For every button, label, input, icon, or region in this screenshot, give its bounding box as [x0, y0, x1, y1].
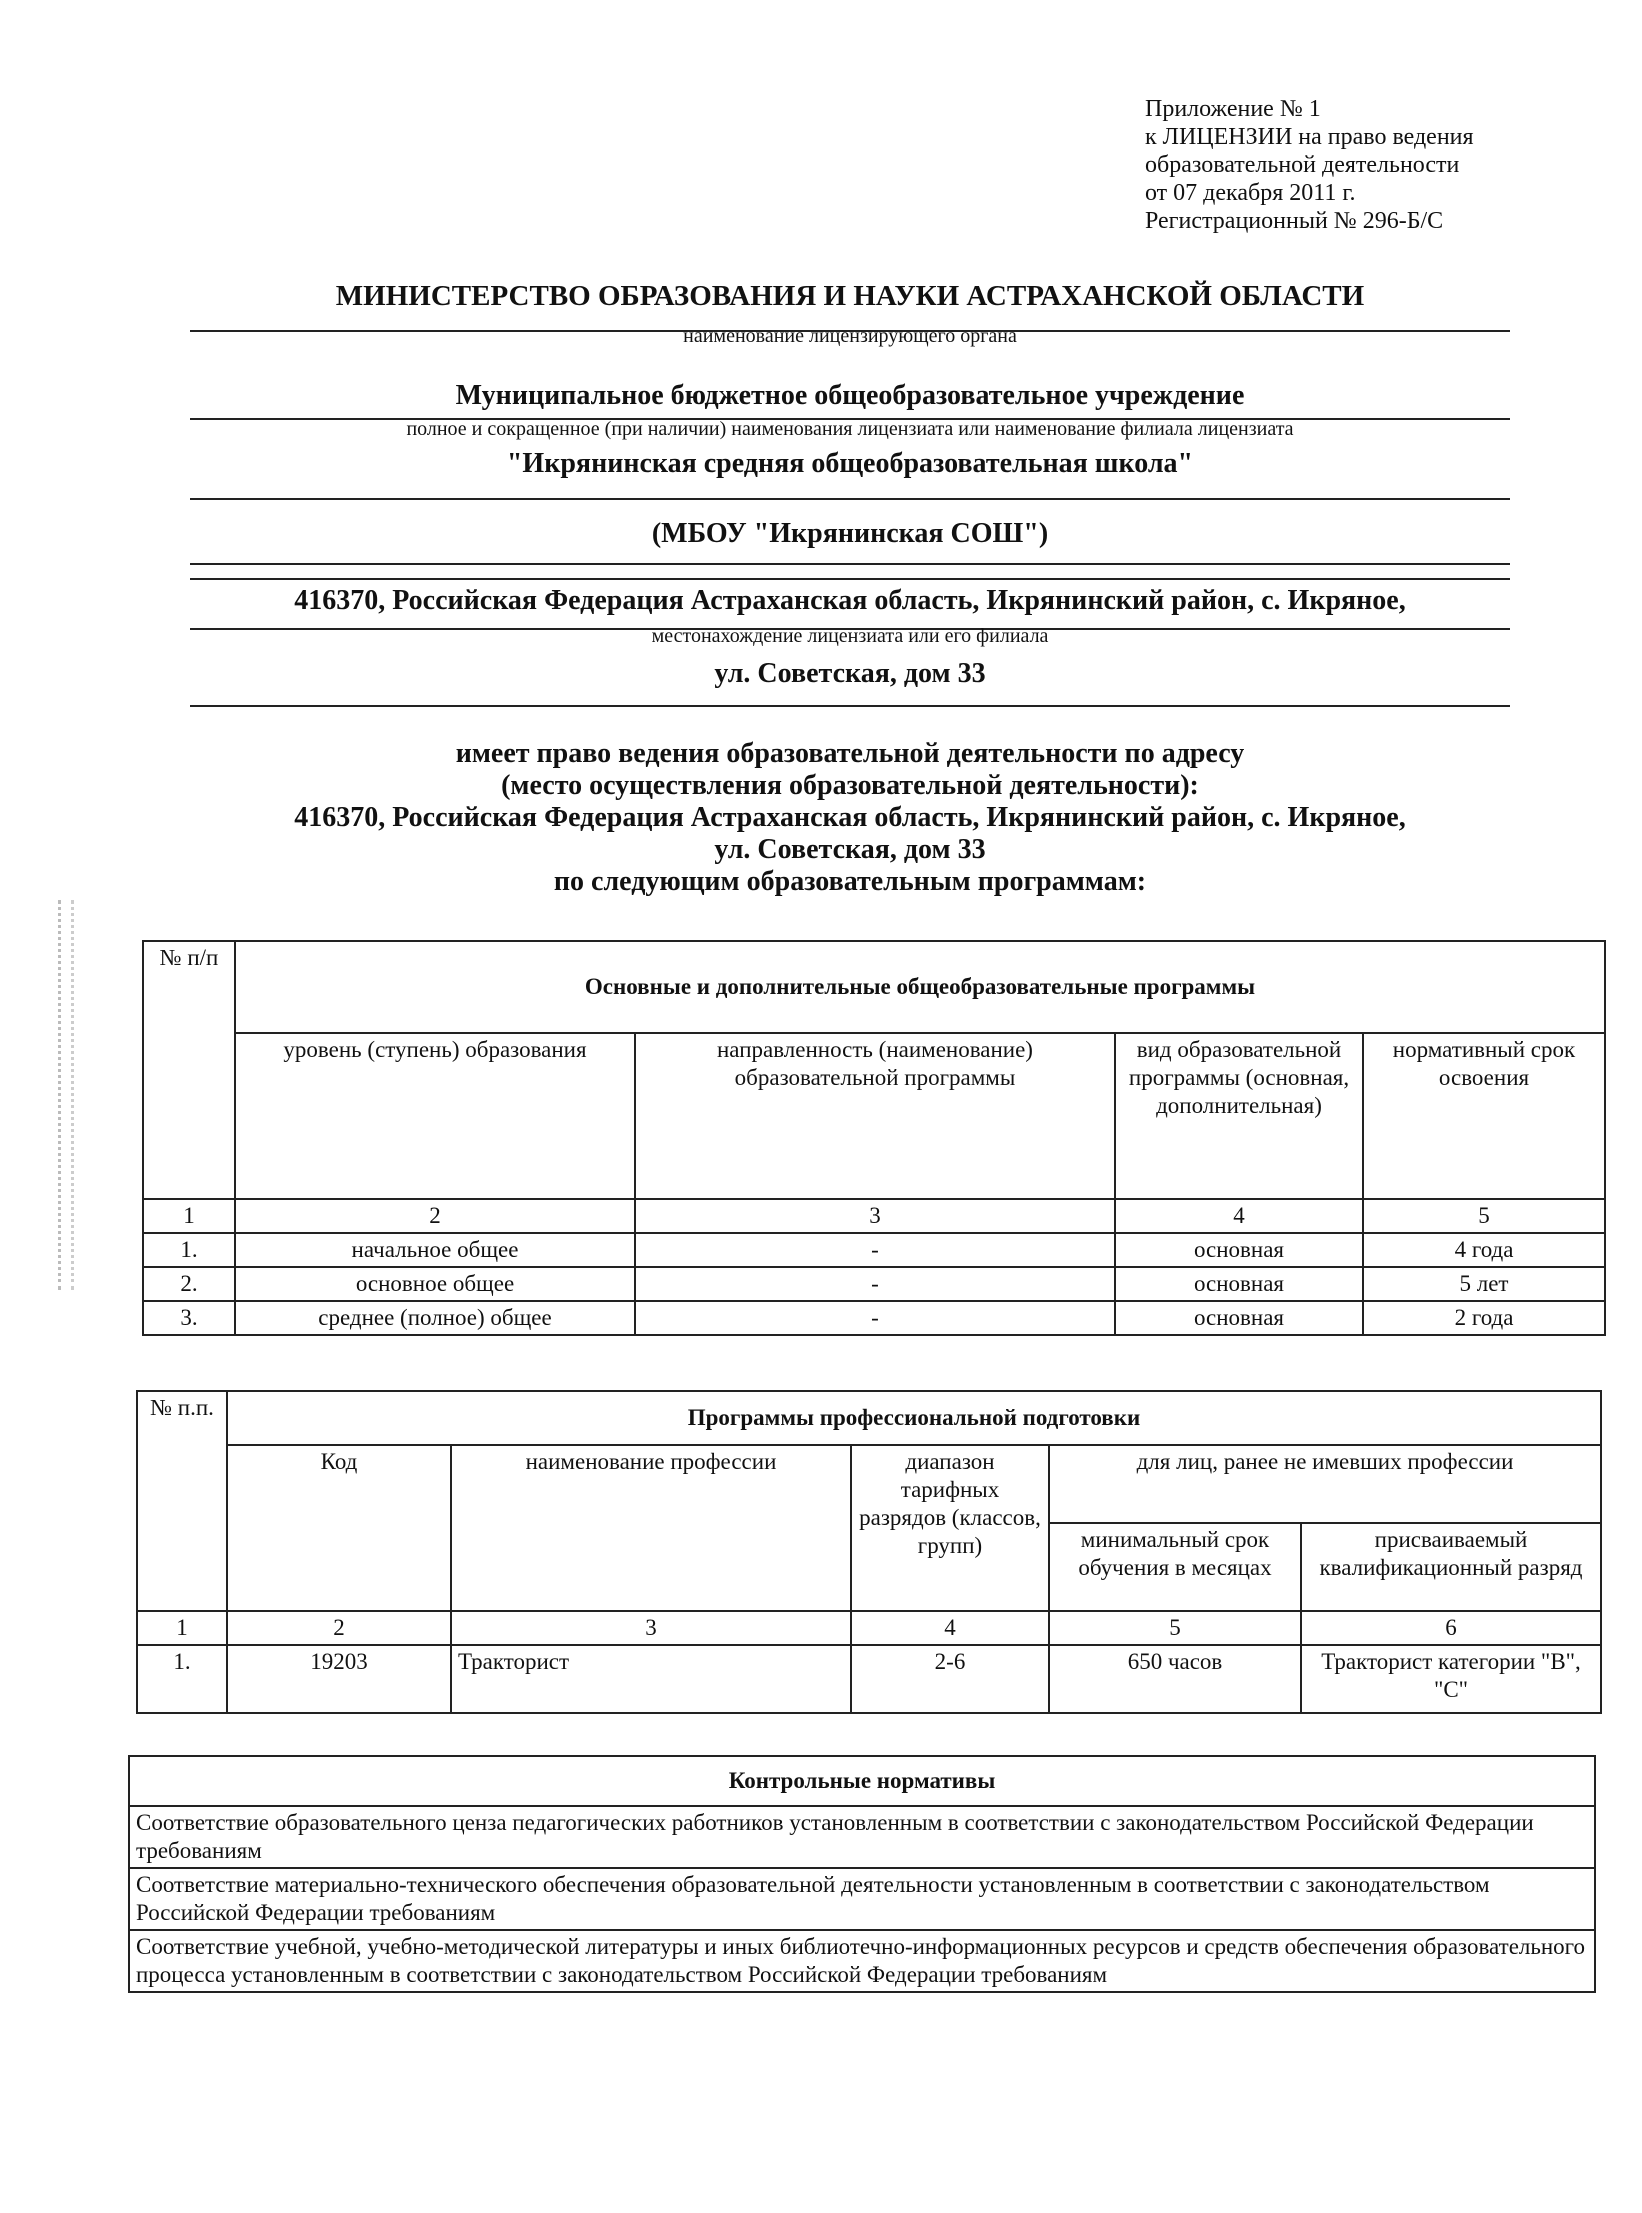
table-row — [129, 1806, 1595, 1868]
kind-cell: основная — [1115, 1233, 1363, 1267]
rights-line: 416370, Российская Федерация Астраханская область, Икрянинский район, с. Икряное, — [294, 802, 1406, 833]
authority-caption: наименование лицензирующего органа — [683, 325, 1017, 347]
appendix-line: к ЛИЦЕНЗИИ на право ведения — [1145, 124, 1474, 150]
table2-col-group: для лиц, ранее не имевших профессии — [1049, 1445, 1601, 1523]
table1-col-direction: направленность (наименование) образовательной программы — [635, 1033, 1115, 1199]
authority-name: МИНИСТЕРСТВО ОБРАЗОВАНИЯ И НАУКИ АСТРАХАНСКОЙ ОБЛАСТИ — [335, 280, 1365, 312]
term-cell: 4 года — [1363, 1233, 1605, 1267]
rule — [190, 705, 1510, 707]
licensee-line2: "Икрянинская средняя общеобразовательная школа" — [506, 448, 1194, 479]
row-number: 2. — [143, 1267, 235, 1301]
table1-index: 4 — [1115, 1199, 1363, 1233]
row-number: 1. — [143, 1233, 235, 1267]
table2-index: 5 — [1049, 1611, 1301, 1645]
table2-index: 4 — [851, 1611, 1049, 1645]
appendix-line: Регистрационный № 296-Б/С — [1145, 208, 1444, 234]
level-cell: начальное общее — [235, 1233, 635, 1267]
table1-col-term: нормативный срок освоения — [1363, 1033, 1605, 1199]
licensee-short: (МБОУ "Икрянинская СОШ") — [651, 518, 1049, 549]
licensee-line1: Муниципальное бюджетное общеобразовательное учреждение — [455, 380, 1245, 411]
table-row — [129, 1930, 1595, 1992]
table2-index: 1 — [137, 1611, 227, 1645]
table-row — [137, 1645, 1601, 1713]
rights-line: ул. Советская, дом 33 — [714, 834, 986, 865]
general-programs-table — [142, 940, 1606, 1336]
table2-col-min: минимальный срок обучения в месяцах — [1049, 1523, 1301, 1611]
table1-index: 3 — [635, 1199, 1115, 1233]
table-row — [129, 1868, 1595, 1930]
table-row — [143, 1301, 1605, 1335]
location-line2: ул. Советская, дом 33 — [714, 658, 986, 689]
table2-index: 6 — [1301, 1611, 1601, 1645]
table1-title: Основные и дополнительные общеобразовательные программы — [235, 941, 1605, 1033]
table2-col-name: наименование профессии — [451, 1445, 851, 1611]
norm-cell: Соответствие учебной, учебно-методической литературы и иных библиотечно-информационных ресурсов и средств обеспечения образовательного процесса установленным в соответствии с законодательством Российской Федерации требованиям — [129, 1930, 1595, 1992]
table2-index: 3 — [451, 1611, 851, 1645]
min-term-cell: 650 часов — [1049, 1645, 1301, 1713]
table-row — [143, 1233, 1605, 1267]
rights-line: (место осуществления образовательной деятельности): — [501, 770, 1199, 801]
direction-cell: - — [635, 1233, 1115, 1267]
table1-col-kind: вид образовательной программы (основная, дополнительная) — [1115, 1033, 1363, 1199]
table1-num-header: № п/п — [143, 941, 235, 1199]
rights-line: имеет право ведения образовательной деятельности по адресу — [455, 738, 1245, 769]
kind-cell: основная — [1115, 1267, 1363, 1301]
kind-cell: основная — [1115, 1301, 1363, 1335]
table-row — [137, 1611, 1601, 1645]
table1-index: 2 — [235, 1199, 635, 1233]
rule — [190, 578, 1510, 580]
table3-title: Контрольные нормативы — [129, 1756, 1595, 1806]
code-cell: 19203 — [227, 1645, 451, 1713]
control-norms-table — [128, 1755, 1596, 1993]
level-cell: среднее (полное) общее — [235, 1301, 635, 1335]
table2-num-header: № п.п. — [137, 1391, 227, 1611]
appendix-header — [1145, 95, 1474, 235]
norm-cell: Соответствие образовательного ценза педагогических работников установленным в соответствии с законодательством Российской Федерации требованиям — [129, 1806, 1595, 1868]
table1-index: 1 — [143, 1199, 235, 1233]
location-caption: местонахождение лицензиата или его филиала — [651, 625, 1049, 647]
table1-col-level: уровень (ступень) образования — [235, 1033, 635, 1199]
direction-cell: - — [635, 1301, 1115, 1335]
binding-thread — [58, 900, 74, 1290]
term-cell: 5 лет — [1363, 1267, 1605, 1301]
table2-title: Программы профессиональной подготовки — [227, 1391, 1601, 1445]
row-number: 1. — [137, 1645, 227, 1713]
table2-col-assigned: присваиваемый квалификационный разряд — [1301, 1523, 1601, 1611]
range-cell: 2-6 — [851, 1645, 1049, 1713]
professional-programs-table — [136, 1390, 1602, 1714]
term-cell: 2 года — [1363, 1301, 1605, 1335]
table2-col-code: Код — [227, 1445, 451, 1611]
table2-index: 2 — [227, 1611, 451, 1645]
licensee-caption: полное и сокращенное (при наличии) наименования лицензиата или наименование филиала лицензиата — [406, 418, 1294, 440]
appendix-line: Приложение № 1 — [1145, 96, 1321, 122]
level-cell: основное общее — [235, 1267, 635, 1301]
rule — [190, 563, 1510, 565]
direction-cell: - — [635, 1267, 1115, 1301]
assigned-grade-cell: Тракторист категории "В", "С" — [1301, 1645, 1601, 1713]
table-row — [143, 1199, 1605, 1233]
rights-line: по следующим образовательным программам: — [553, 866, 1147, 897]
location-line1: 416370, Российская Федерация Астраханская область, Икрянинский район, с. Икряное, — [294, 585, 1406, 616]
profession-cell: Тракторист — [451, 1645, 851, 1713]
row-number: 3. — [143, 1301, 235, 1335]
norm-cell: Соответствие материально-технического обеспечения образовательной деятельности установленным в соответствии с законодательством Российской Федерации требованиям — [129, 1868, 1595, 1930]
rule — [190, 498, 1510, 500]
table1-index: 5 — [1363, 1199, 1605, 1233]
rights-block — [190, 738, 1510, 898]
table2-col-range: диапазон тарифных разрядов (классов, групп) — [851, 1445, 1049, 1611]
appendix-line: от 07 декабря 2011 г. — [1145, 180, 1356, 206]
table-row — [143, 1267, 1605, 1301]
appendix-line: образовательной деятельности — [1145, 152, 1460, 178]
